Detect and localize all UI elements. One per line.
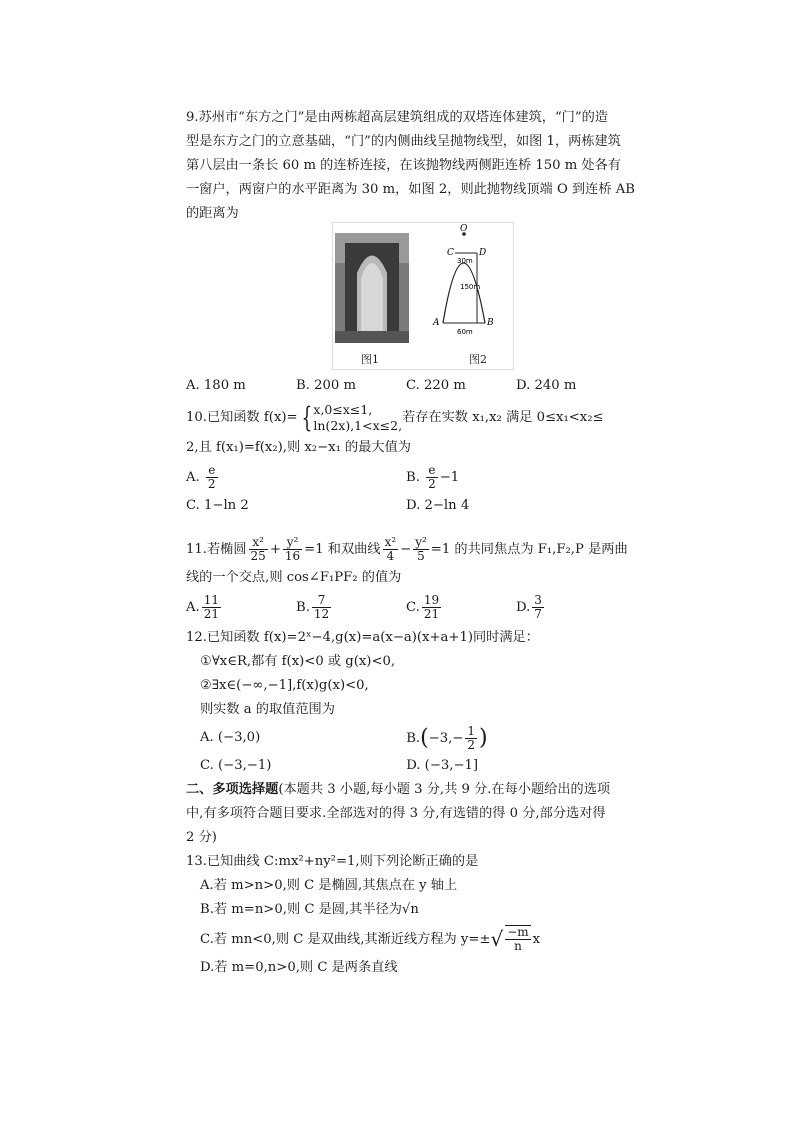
q9-options xyxy=(186,374,626,398)
q11-part-1: 11.若椭圆 xyxy=(186,542,247,557)
q12-b-pre: −3,− xyxy=(428,730,464,746)
q11-minus: − xyxy=(400,542,412,557)
q12-b-fraction xyxy=(465,725,477,752)
q11-b-label: B. xyxy=(296,599,310,615)
q13-stem: 13.已知曲线 C:mx²+ny²=1,则下列论断正确的是 xyxy=(186,854,479,869)
q11-d-fraction xyxy=(532,594,544,621)
q11-b-num: 7 xyxy=(312,594,331,608)
paren-close: ) xyxy=(479,725,488,750)
q11-c-label: C. xyxy=(406,599,420,615)
section-2-desc-3: 2 分) xyxy=(186,830,217,845)
q10-case-2: ln(2x),1<x≤2, xyxy=(313,417,403,433)
hyperbola-frac-2 xyxy=(413,536,429,563)
hyperbola-num-2: y² xyxy=(415,535,427,549)
q11-line-2: 线的一个交点,则 cos∠F₁PF₂ 的值为 xyxy=(186,570,402,585)
q11-d-label: D. xyxy=(516,599,531,615)
label-B: B xyxy=(487,318,494,328)
q11-c-den: 21 xyxy=(423,606,440,621)
fig2-caption: 图2 xyxy=(469,353,487,366)
hyperbola-den-2: 5 xyxy=(417,549,425,563)
ellipse-den-2: 16 xyxy=(284,549,301,563)
q10-cases xyxy=(313,402,402,434)
q11-plus: + xyxy=(269,542,281,557)
q9-line-5: 的距离为 xyxy=(186,206,239,221)
q10-line-1 xyxy=(186,400,626,436)
q10-b-den: 2 xyxy=(428,476,436,491)
q10-prefix: 10.已知函数 f(x)= xyxy=(186,410,298,425)
q13-c-den: n xyxy=(514,939,522,953)
q12-b-den: 2 xyxy=(467,737,475,752)
ellipse-frac-2 xyxy=(283,536,302,563)
q12-b-label: B. xyxy=(406,730,421,746)
q10-option-b[interactable] xyxy=(406,464,626,491)
q11-a-num: 11 xyxy=(203,592,219,607)
q10-case-1: x,0≤x≤1, xyxy=(313,401,373,417)
q11-c-fraction xyxy=(422,594,441,621)
ellipse-den-1: 25 xyxy=(250,549,266,563)
q10-b-suffix: −1 xyxy=(439,469,460,485)
ellipse-num-1: x² xyxy=(249,536,268,550)
q9-option-b[interactable]: B. 200 m xyxy=(296,378,356,393)
label-O: O xyxy=(460,224,468,234)
brace-symbol: { xyxy=(301,400,312,434)
q13-option-b[interactable]: B.若 m=n>0,则 C 是圆,其半径为√n xyxy=(200,902,419,917)
q11-option-c[interactable] xyxy=(406,594,516,621)
label-60m: 60m xyxy=(457,328,473,336)
q11-option-a[interactable] xyxy=(186,594,296,621)
q10-a-label: A. xyxy=(186,469,200,485)
sqrt-symbol: √ $\frac{-m}{n}$ xyxy=(490,925,529,953)
q11-line-1 xyxy=(186,534,626,566)
q9-line-2: 型是东方之门的立意基础，“门”的内侧曲线呈抛物线型，如图 1，两栋建筑 xyxy=(186,134,621,149)
q10-b-label: B. xyxy=(406,469,420,485)
section-2-header xyxy=(186,778,626,850)
q12-option-a[interactable]: A. (−3,0) xyxy=(200,730,261,745)
q13-option-c[interactable] xyxy=(186,922,626,956)
q10-line-2: 2,且 f(x₁)=f(x₂),则 x₂−x₁ 的最大值为 xyxy=(186,440,411,455)
paren-open: ( xyxy=(420,725,429,750)
gate-building-image xyxy=(335,233,409,343)
q11-a-fraction xyxy=(202,594,221,621)
q10-b-num: e xyxy=(426,464,438,478)
q10-option-a[interactable] xyxy=(186,464,406,491)
label-30m: 30m xyxy=(457,257,473,265)
parabola-diagram xyxy=(427,223,513,349)
q11-b-fraction xyxy=(312,594,331,621)
ellipse-frac-1 xyxy=(249,536,268,563)
question-13 xyxy=(186,850,626,980)
q11-a-den: 21 xyxy=(203,606,219,621)
label-A: A xyxy=(433,318,440,328)
q11-a-label: A. xyxy=(186,599,200,615)
hyperbola-num-1: x² xyxy=(384,535,397,549)
q10-a-num: e xyxy=(206,464,218,478)
q10-a-den: 2 xyxy=(207,476,216,491)
fig1-caption: 图1 xyxy=(361,353,379,366)
section-2-desc-1: (本题共 3 小题,每小题 3 分,共 9 分.在每小题给出的选项 xyxy=(278,782,611,797)
label-D: D xyxy=(479,248,487,258)
q11-b-den: 12 xyxy=(313,606,330,621)
q10-option-d[interactable]: D. 2−ln 4 xyxy=(406,498,470,513)
q10-suffix: 若存在实数 x₁,x₂ 满足 0≤x₁<x₂≤ xyxy=(402,410,604,425)
q10-option-c[interactable]: C. 1−ln 2 xyxy=(186,498,249,513)
hyperbola-frac-1 xyxy=(383,536,399,563)
label-C: C xyxy=(447,248,454,258)
q13-c-pre: C.若 mn<0,则 C 是双曲线,其渐近线方程为 y=± xyxy=(200,931,491,947)
q9-option-a[interactable]: A. 180 m xyxy=(186,378,246,393)
q9-line-3: 第八层由一条长 60 m 的连桥连接，在该抛物线两侧距连桥 150 m 处各有 xyxy=(186,158,621,173)
q13-option-d[interactable]: D.若 m=0,n>0,则 C 是两条直线 xyxy=(200,960,398,975)
q12-condition-1: ①∀x∈R,都有 f(x)<0 或 g(x)<0, xyxy=(200,654,396,669)
q10-a-fraction xyxy=(206,464,218,491)
q11-c-num: 19 xyxy=(423,592,440,607)
section-2-title: 二、多项选择题 xyxy=(186,782,279,797)
q10-b-fraction xyxy=(426,464,438,491)
section-2-line-1 xyxy=(186,778,626,802)
hyperbola-den-1: 4 xyxy=(386,549,395,563)
q12-option-c[interactable]: C. (−3,−1) xyxy=(200,758,272,773)
q13-c-num: −m xyxy=(507,925,529,939)
q11-option-b[interactable] xyxy=(296,594,406,621)
q13-c-fraction xyxy=(505,925,530,953)
q11-d-den: 7 xyxy=(534,606,542,621)
q12-b-num: 1 xyxy=(467,723,475,738)
q12-condition-2: ②∃x∈(−∞,−1],f(x)g(x)<0, xyxy=(200,678,369,693)
q12-line-4: 则实数 a 的取值范围为 xyxy=(200,702,335,717)
question-10 xyxy=(186,400,626,518)
q12-option-b[interactable] xyxy=(406,725,626,752)
q9-option-d[interactable]: D. 240 m xyxy=(516,378,577,393)
label-150m: 150m xyxy=(460,283,481,291)
question-11 xyxy=(186,534,626,624)
q9-line-4: 一窗户，两窗户的水平距离为 30 m，如图 2，则此抛物线顶端 O 到连桥 AB xyxy=(186,182,635,197)
q11-part-2: =1 和双曲线 xyxy=(304,542,381,557)
q9-option-c[interactable]: C. 220 m xyxy=(406,378,466,393)
q11-option-d[interactable] xyxy=(516,594,626,621)
q13-option-a[interactable]: A.若 m>n>0,则 C 是椭圆,其焦点在 y 轴上 xyxy=(200,878,458,893)
section-2-desc-2: 中,有多项符合题目要求.全部选对的得 3 分,有选错的得 0 分,部分选对得 xyxy=(186,806,606,821)
q11-part-3: =1 的共同焦点为 F₁,F₂,P 是两曲 xyxy=(430,542,628,557)
gate-of-orient-photo xyxy=(335,233,409,343)
q9-line-1: 9.苏州市“东方之门”是由两栋超高层建筑组成的双塔连体建筑，“门”的造 xyxy=(186,110,608,125)
q9-figures xyxy=(332,222,514,370)
ellipse-num-2: y² xyxy=(283,536,302,550)
q13-c-suffix: x xyxy=(532,931,541,947)
question-12 xyxy=(186,626,626,778)
question-9 xyxy=(186,106,635,226)
q12-option-d[interactable]: D. (−3,−1] xyxy=(406,758,479,773)
q12-line-1: 12.已知函数 f(x)=2ˣ−4,g(x)=a(x−a)(x+a+1)同时满足： xyxy=(186,630,539,645)
q11-d-num: 3 xyxy=(534,592,542,607)
